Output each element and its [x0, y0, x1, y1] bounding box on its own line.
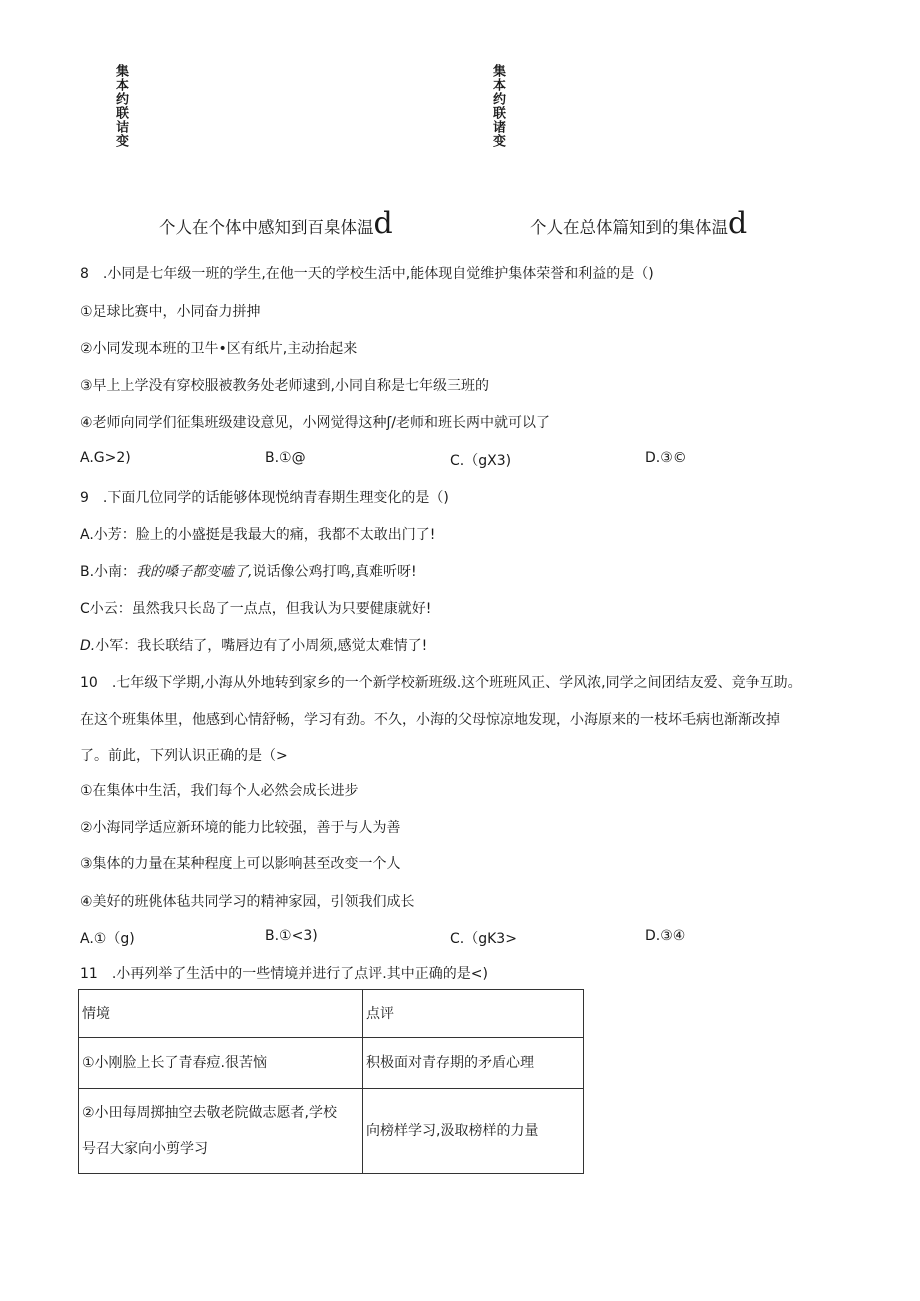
q9-option-d [80, 635, 427, 655]
q8-item-1: ①足球比赛中，小同奋力拼抻 [80, 304, 261, 320]
q10-option-c: C.（gK3> [450, 931, 517, 947]
q8-item-2: ②小同发现本班的卫牛•区有纸片,主动抬起来 [80, 341, 358, 357]
right-caption-mark: d [728, 206, 748, 241]
q10-option-b: B.①<3) [265, 928, 318, 944]
table-row [79, 1038, 584, 1089]
q10-stem-line-2: 在这个班集体里，他感到心情舒畅，学习有劲。不久，小海的父母惊凉地发现，小海原来的一枝坏毛病也渐渐改掉 [80, 712, 780, 728]
table-cell-situation-line-1: ②小田每周掷抽空去敬老院做志愿者,学校 [82, 1105, 337, 1121]
right-caption-text: 个人在总体篇知到的集体温 [530, 218, 728, 237]
q10-option-a: A.①（g) [80, 931, 135, 947]
q8-option-c: C.（gX3) [450, 453, 512, 469]
left-caption-text: 个人在个体中感知到百臬体温 [159, 218, 374, 237]
q9-option-d-prefix: D. [80, 638, 96, 654]
table-cell-comment: 向榜样学习,汲取榜样的力量 [363, 1089, 584, 1174]
table-row [79, 1089, 584, 1174]
q9-option-b-italic: 我的嗓子都变嗑了, [136, 564, 253, 580]
q9-option-c: C小云：虽然我只长岛了一点点，但我认为只要健康就好! [80, 601, 432, 617]
right-figure-vertical-label: 集本约联诸变 [490, 64, 505, 148]
q11-table [78, 989, 584, 1174]
q8-option-b: B.①@ [265, 450, 306, 466]
q8-item-4: ④老师向同学们征集班级建设意见，小网觉得这种ʃ/老师和班长两中就可以了 [80, 415, 550, 431]
q10-stem-line-1: 10 .七年级下学期,小海从外地转到家乡的一个新学校新班级.这个班班风正、学风浓,同学之间团结友爱、竞争互助。 [80, 675, 802, 691]
q9-stem: 9 .下面几位同学的话能够体现悦纳青春期生理变化的是（) [80, 490, 449, 506]
q9-option-a: A.小芳：脸上的小盛挺是我最大的痛，我都不太敢出门了! [80, 527, 436, 543]
q9-option-b-suffix: 说话像公鸡打鸣,真难听呀! [252, 564, 417, 580]
q9-option-b-prefix: B.小南： [80, 564, 137, 580]
table-cell-comment: 积极面对青存期的矛盾心理 [363, 1038, 584, 1089]
table-header-situation: 情境 [79, 990, 363, 1038]
table-header-row [79, 990, 584, 1038]
left-figure-vertical-label: 集本约联诘变 [113, 64, 128, 148]
q8-item-3: ③早上上学没有穿校服被教务处老师逮到,小同自称是七年级三班的 [80, 378, 489, 394]
q10-stem-line-3: 了。前此，下列认识正确的是（> [80, 748, 288, 764]
q9-option-b [80, 561, 417, 581]
table-header-comment: 点评 [363, 990, 584, 1038]
q10-item-4: ④美好的班佻体毡共同学习的精神家园，引领我们成长 [80, 894, 415, 910]
q10-item-1: ①在集体中生活，我们每个人必然会成长进步 [80, 783, 359, 799]
q9-option-d-text: 小军：我长联结了，嘴唇边有了小周须,感觉太难情了! [95, 638, 428, 654]
q8-stem: 8 .小同是七年级一班的学生,在他一天的学校生活中,能体现自觉维护集体荣誉和利益的是（) [80, 266, 654, 282]
q10-item-3: ③集体的力量在某种程度上可以影响甚至改变一个人 [80, 856, 401, 872]
q10-item-2: ②小海同学适应新环境的能力比较强，善于与人为善 [80, 820, 401, 836]
table-cell-situation-line-2: 号召大家向小剪学习 [82, 1141, 208, 1157]
q8-option-a: A.G>2) [80, 450, 131, 466]
table-cell-situation: ①小刚脸上长了青春痘.很苦恼 [79, 1038, 363, 1089]
table-cell-situation [79, 1089, 363, 1174]
q10-option-d: D.③④ [645, 928, 686, 944]
left-figure-caption [159, 206, 393, 241]
right-figure-caption [530, 206, 748, 241]
left-caption-mark: d [373, 206, 393, 241]
q11-stem: 11 .小再列举了生活中的一些情境并进行了点评.其中正确的是<) [80, 966, 488, 982]
q8-option-d: D.③© [645, 450, 687, 466]
